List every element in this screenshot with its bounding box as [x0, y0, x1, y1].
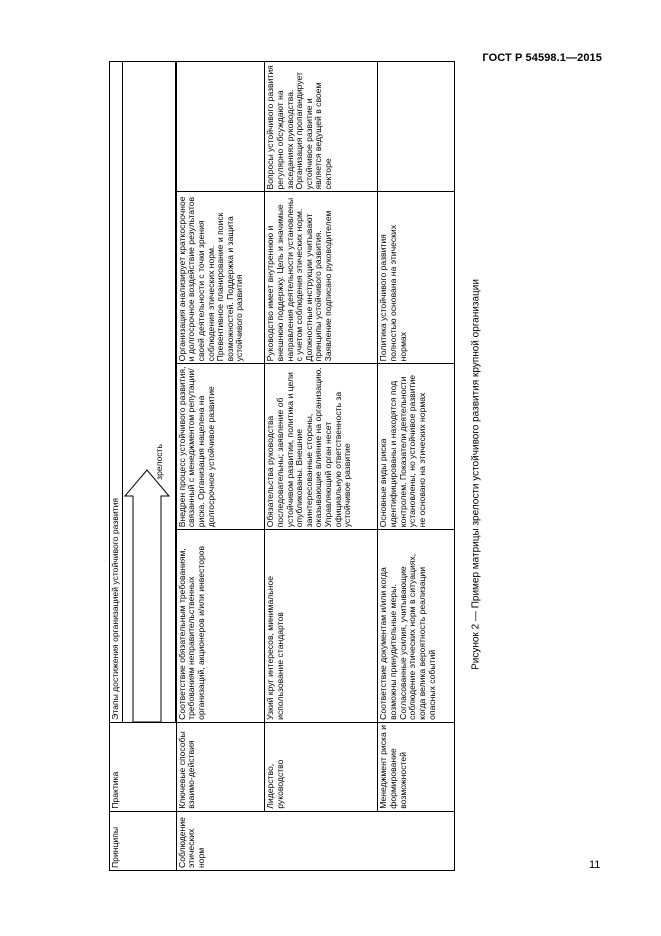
maturity-arrow-cell — [122, 62, 175, 723]
page-number: 11 — [589, 859, 601, 871]
figure-caption: Рисунок 2 — Пример матрицы зрелости устойчивого развития крупной организации — [470, 279, 482, 670]
stage-cell: Основные виды риска идентифицированы и находятся под контролем. Показатели деятельности установлены, но устойчивое развитие не основано на этических нормах — [378, 364, 455, 530]
stage-cell: Соответствие обязательным требованиям, требованиям неправительственных организаций, акционеров и/или инвесторов — [176, 530, 265, 723]
stage-cell — [378, 62, 455, 192]
maturity-arrow-icon — [123, 376, 175, 722]
stage-cell: Соответствие документам и/или когда возможны принудительные меры. Согласованные усилия, учитывающие соблюдение этических норм в ситуациях, когда велика вероятность реализации опасных событий — [378, 530, 455, 723]
stage-cell: Узкий круг интересов, минимальное использование стандартов — [265, 530, 378, 723]
stage-cell: Внедрен процесс устойчивого развития, связанный с менеджментом репутации/ риска. Организация нацелена на долгосрочное устойчивое развитие — [176, 364, 265, 530]
practice-cell: Менеджмент риска и формирование возможностей — [378, 722, 455, 811]
stage-cell: Обязательства руководства последовательны; заявление об устойчивом развитии, политика и цели опубликованы. Внешние заинтересованные стороны, оказывающие влияние на организацию. Управляющий орган несет официальную ответственность за устойчивое развитие — [265, 364, 378, 530]
stage-cell — [176, 62, 265, 192]
maturity-table — [109, 61, 455, 871]
practice-cell: Лидерство, руководство — [265, 722, 378, 811]
stage-cell: Политика устойчивого развития полностью основана на этических нормах — [378, 192, 455, 364]
maturity-matrix — [109, 61, 455, 871]
header-principles: Принципы — [110, 811, 177, 870]
stage-cell: Вопросы устойчивого развития регулярно обсуждают на заседаниях руководства. Организация пропагандирует устойчивое развитие и является ведущей в своем секторе — [265, 62, 378, 192]
header-stages: Этапы достижения организацией устойчивого развития — [110, 62, 123, 723]
header-practice: Практика — [110, 722, 177, 811]
standard-designation: ГОСТ Р 54598.1—2015 — [482, 52, 602, 64]
maturity-label: зрелость — [153, 444, 164, 480]
practice-cell: Ключевые способы взаимо-действия — [176, 722, 265, 811]
stage-cell: Руководство имеет внутреннюю и внешнюю поддержку. Цель и значимые направления деятельности установлены с учетом соблюдения этических норм. Должностные инструкции учитывают принципы устойчивого развития. Заявление подписано руководителем — [265, 192, 378, 364]
stage-cell: Организация анализирует краткосрочное и долгосрочное воздействие результатов своей деятельности с точки зрения соблюдения этических норм. Превентивное планирование и поиск возможностей. Поддержка и защита устойчивого развития — [176, 192, 265, 364]
principle-cell: Соблюдение этических норм — [176, 811, 454, 870]
